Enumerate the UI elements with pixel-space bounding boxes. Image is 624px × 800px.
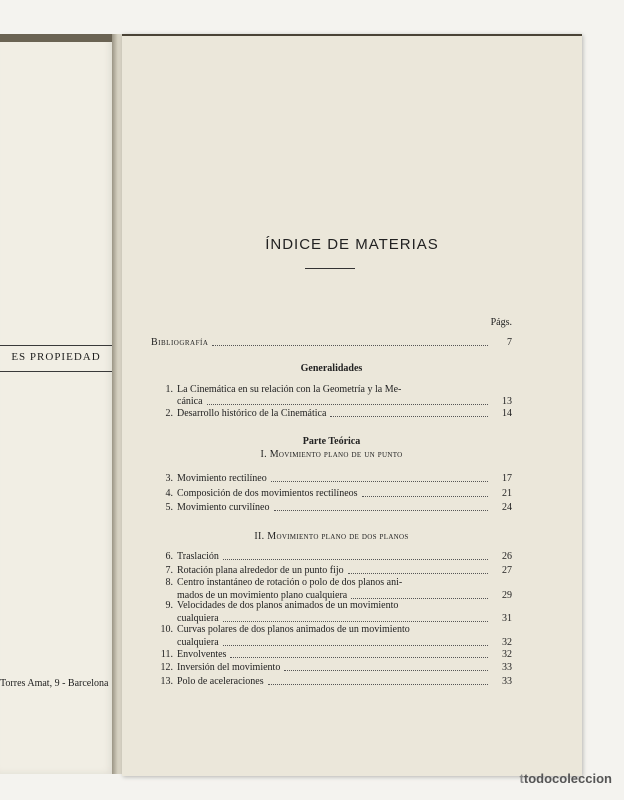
toc-entry-1: [151, 385, 512, 395]
toc-entry-2: [151, 409, 512, 419]
leader-dots: [207, 403, 488, 405]
toc-entry-text: Polo de aceleraciones: [177, 676, 264, 687]
toc-entry-9: [151, 601, 512, 611]
toc-entry-6: [151, 552, 512, 562]
leader-dots: [330, 415, 488, 417]
toc-entry-text: Velocidades de dos planos animados de un movimiento: [177, 600, 399, 611]
toc-entry-9-continuation: [177, 613, 512, 624]
toc-entry-page: 17: [502, 473, 512, 484]
toc-entry-number: 8.: [165, 577, 173, 588]
left-page-top-edge: [0, 34, 112, 42]
toc-entry-11: [151, 650, 512, 660]
leader-dots: [212, 344, 488, 346]
toc-entry-7: [151, 566, 512, 576]
toc-entry-12: [151, 663, 512, 673]
page-title: ÍNDICE DE MATERIAS: [265, 236, 439, 253]
leader-dots: [284, 669, 488, 671]
toc-entry-number: 3.: [165, 473, 173, 484]
toc-entry-page: 14: [502, 408, 512, 419]
toc-entry-number: 11.: [160, 649, 173, 660]
toc-entry-number: 7.: [165, 565, 173, 576]
toc-entry-4: [151, 489, 512, 499]
toc-entry-page: 33: [502, 662, 512, 673]
toc-entry-number: 10.: [160, 624, 173, 635]
printer-address: Torres Amat, 9 - Barcelona: [0, 678, 109, 689]
pages-column-label: Págs.: [490, 317, 512, 328]
toc-entry-text: Inversión del movimiento: [177, 662, 281, 673]
toc-entry-1-continuation: [177, 396, 512, 407]
toc-entry-text: cánica: [177, 396, 203, 407]
toc-entry-number: 6.: [165, 551, 173, 562]
toc-entry-page: 33: [502, 676, 512, 687]
toc-entry-page: 21: [502, 488, 512, 499]
toc-entry-number: 5.: [165, 502, 173, 513]
toc-entry-text: La Cinemática en su relación con la Geometría y la Me-: [177, 384, 402, 395]
toc-entry-text: mados de un movimiento plano cualquiera: [177, 590, 348, 601]
leader-dots: [223, 620, 488, 622]
toc-entry-text: Desarrollo histórico de la Cinemática: [177, 408, 327, 419]
toc-entry-page: 13: [502, 396, 512, 407]
toc-entry-text: cualquiera: [177, 613, 219, 624]
toc-entry-bibliography: [151, 338, 512, 348]
imprint-rule-top: [0, 345, 112, 346]
toc-entry-page: 32: [502, 649, 512, 660]
toc-entry-text: Envolventes: [177, 649, 227, 660]
toc-entry-page: 32: [502, 637, 512, 648]
toc-entry-3: [151, 474, 512, 484]
leader-dots: [223, 558, 488, 560]
toc-entry-page: 27: [502, 565, 512, 576]
section-heading-parte-teorica: Parte Teórica: [302, 436, 361, 447]
leader-dots: [274, 509, 489, 511]
imprint-rule-bottom: [0, 371, 112, 372]
toc-entry-text: cualquiera: [177, 637, 219, 648]
toc-entry-number: 2.: [165, 408, 173, 419]
title-rule: [305, 268, 355, 269]
leader-dots: [230, 656, 488, 658]
watermark-prefix: t: [519, 771, 524, 786]
section-heading-generalidades: Generalidades: [300, 363, 363, 374]
subsection-heading-i: I. Movimiento plano de un punto: [260, 449, 403, 460]
toc-entry-page: 24: [502, 502, 512, 513]
toc-entry-number: 4.: [165, 488, 173, 499]
leader-dots: [268, 683, 488, 685]
toc-entry-text: Rotación plana alrededor de un punto fijo: [177, 565, 344, 576]
watermark-brand: todocoleccion: [523, 771, 612, 786]
leader-dots: [351, 597, 488, 599]
watermark-logo: [520, 771, 612, 786]
toc-entry-number: 1.: [165, 384, 173, 395]
toc-entry-text: Centro instantáneo de rotación o polo de dos planos ani-: [177, 577, 403, 588]
toc-entry-10: [151, 625, 512, 635]
toc-entry-text: Bibliografía: [151, 337, 209, 348]
leader-dots: [348, 572, 488, 574]
toc-entry-page: 31: [502, 613, 512, 624]
leader-dots: [223, 644, 488, 646]
toc-entry-number: 12.: [160, 662, 173, 673]
toc-entry-page: 7: [507, 337, 512, 348]
imprint-text: ES PROPIEDAD: [11, 351, 101, 363]
toc-entry-text: Composición de dos movimientos rectilíneos: [177, 488, 358, 499]
toc-entry-5: [151, 503, 512, 513]
toc-entry-page: 26: [502, 551, 512, 562]
subsection-heading-ii: II. Movimiento plano de dos planos: [254, 531, 409, 542]
toc-entry-text: Traslación: [177, 551, 219, 562]
toc-entry-text: Curvas polares de dos planos animados de un movimiento: [177, 624, 410, 635]
toc-entry-10-continuation: [177, 637, 512, 648]
toc-entry-13: [151, 677, 512, 687]
leader-dots: [271, 480, 488, 482]
toc-entry-8: [151, 578, 512, 588]
toc-entry-text: Movimiento curvilíneo: [177, 502, 270, 513]
leader-dots: [362, 495, 488, 497]
left-page: [0, 34, 118, 774]
toc-entry-text: Movimiento rectilíneo: [177, 473, 267, 484]
toc-entry-number: 9.: [165, 600, 173, 611]
toc-entry-number: 13.: [160, 676, 173, 687]
toc-entry-page: 29: [502, 590, 512, 601]
